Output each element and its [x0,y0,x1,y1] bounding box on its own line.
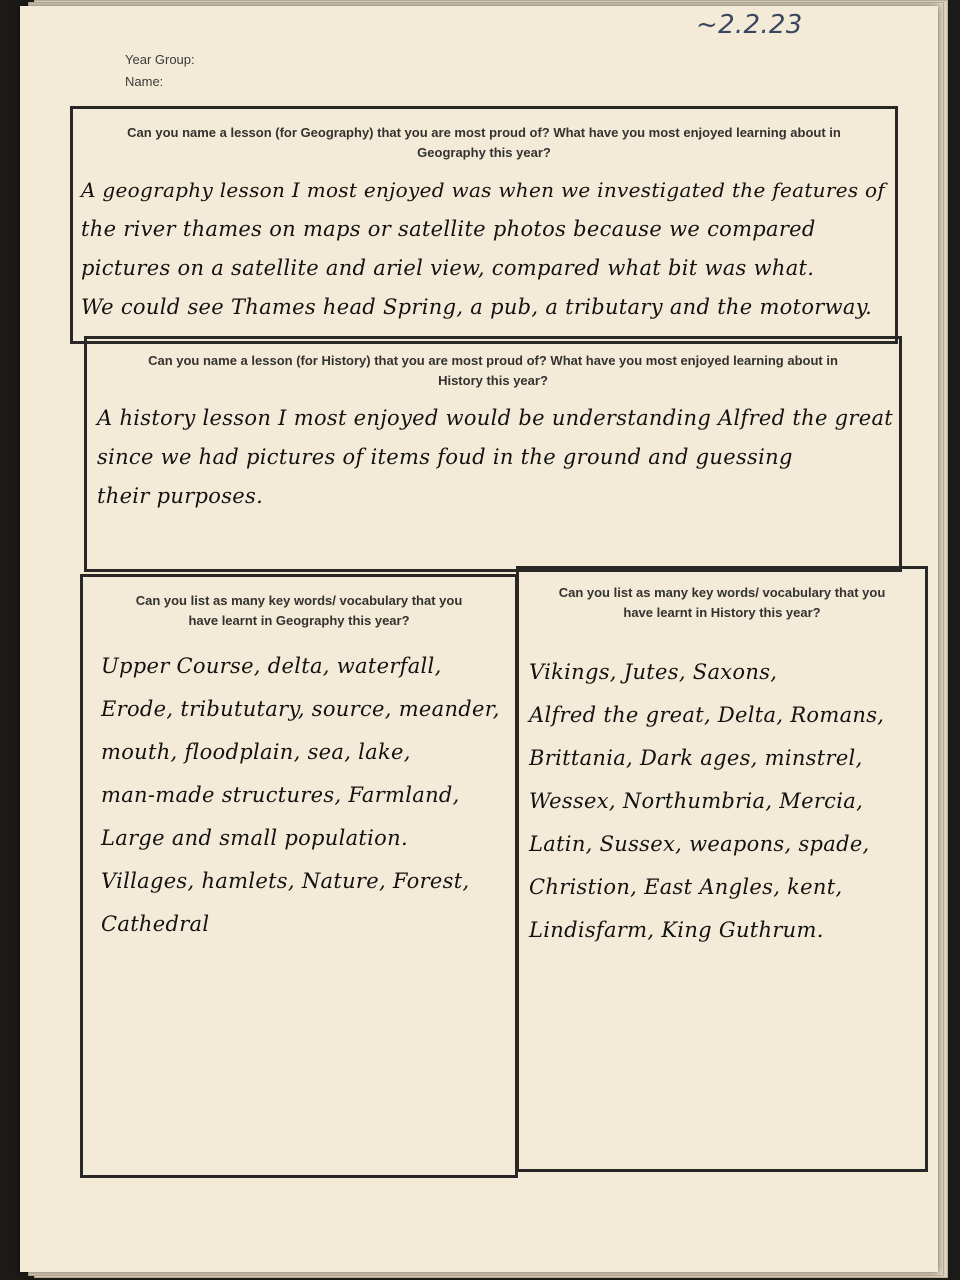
answer-line: A geography lesson I most enjoyed was when we investigated the features of [81,178,886,202]
answer-line: A history lesson I most enjoyed would be understanding Alfred the great [97,406,894,430]
geography-lesson-answer [81,171,893,327]
vocab-line: Alfred the great, Delta, Romans, [529,703,885,727]
worksheet-page [20,6,938,1272]
vocab-line: Villages, hamlets, Nature, Forest, [101,869,470,893]
date-note: ~2.2.23 [696,10,803,40]
geography-vocab-question: Can you list as many key words/ vocabulary that you have learnt in Geography this year? [135,593,463,628]
answer-line: their purposes. [97,484,264,508]
geography-vocab-box [80,574,518,1178]
name-label: Name: [125,74,164,89]
geography-lesson-question: Can you name a lesson (for Geography) that you are most proud of? What have you most enjoyed learning about in Geography this year? [127,125,841,160]
vocab-line: mouth, floodplain, sea, lake, [101,740,411,764]
history-lesson-question: Can you name a lesson (for History) that you are most proud of? What have you most enjoyed learning about in History this year? [148,353,838,388]
geography-lesson-box [70,106,898,344]
vocab-line: Erode, tribututary, source, meander, [101,697,500,721]
history-lesson-answer [97,399,897,516]
vocab-line: man-made structures, Farmland, [101,783,460,807]
vocab-line: Upper Course, delta, waterfall, [101,654,442,678]
vocab-line: Lindisfarm, King Guthrum. [529,918,824,942]
geography-vocab-list [101,645,511,946]
history-vocab-list [529,651,919,952]
year-group-label: Year Group: [125,52,195,67]
history-vocab-question: Can you list as many key words/ vocabulary that you have learnt in History this year? [558,585,886,620]
vocab-line: Cathedral [101,912,210,936]
history-vocab-box [516,566,928,1172]
vocab-line: Vikings, Jutes, Saxons, [529,660,778,684]
answer-line: We could see Thames head Spring, a pub, a tributary and the motorway. [81,295,873,319]
answer-line: the river thames on maps or satellite photos because we compared [81,217,816,241]
vocab-line: Christion, East Angles, kent, [529,875,843,899]
history-lesson-box [84,336,902,572]
vocab-line: Latin, Sussex, weapons, spade, [529,832,870,856]
answer-line: pictures on a satellite and ariel view, compared what bit was what. [81,256,815,280]
vocab-line: Brittania, Dark ages, minstrel, [529,746,863,770]
vocab-line: Large and small population. [101,826,408,850]
vocab-line: Wessex, Northumbria, Mercia, [529,789,864,813]
answer-line: since we had pictures of items foud in the ground and guessing [97,445,793,469]
